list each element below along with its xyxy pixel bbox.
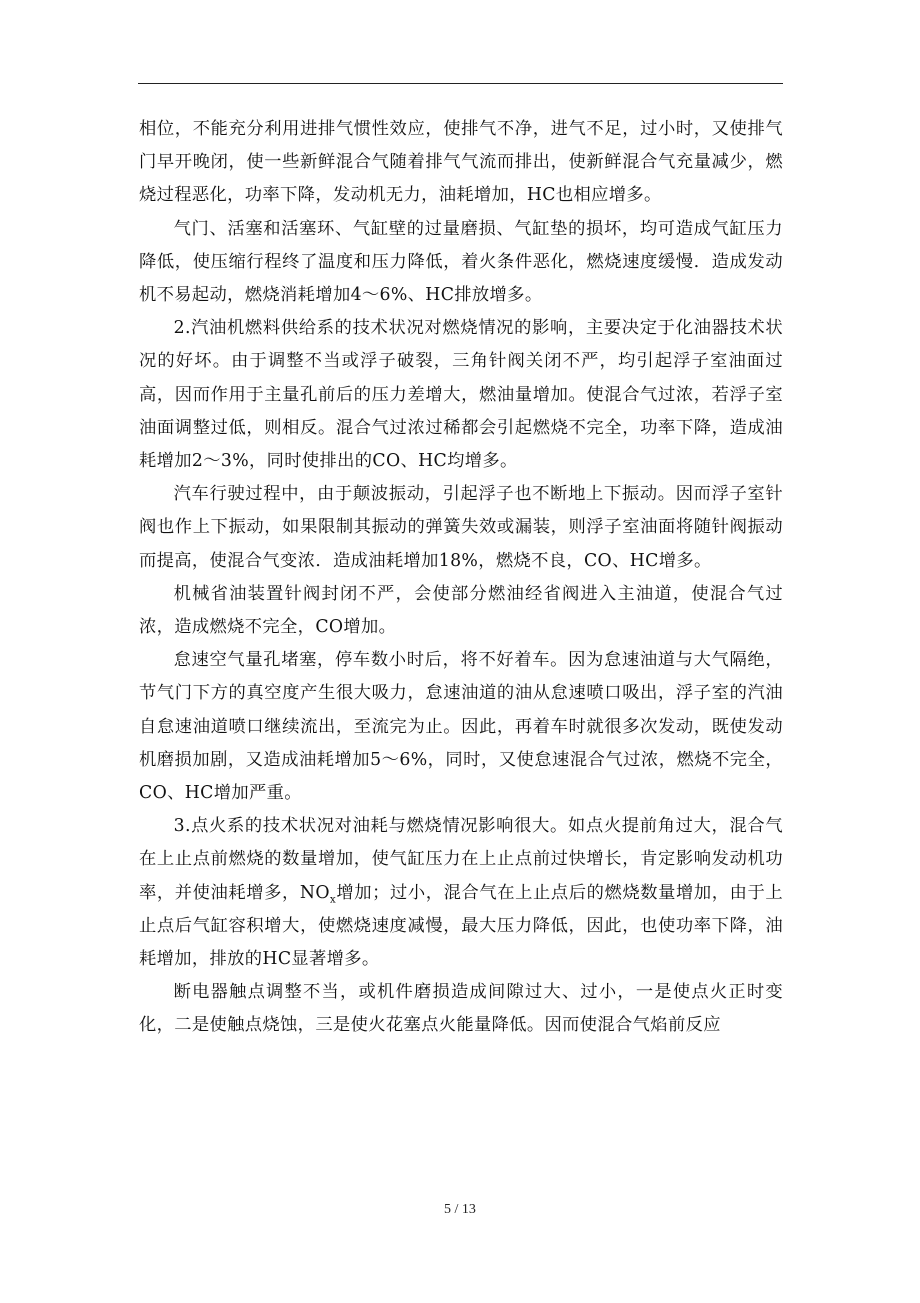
nox-subscript: x: [329, 893, 337, 906]
paragraph-7: [139, 810, 783, 976]
paragraph-1: 相位，不能充分利用进排气惯性效应，使排气不净，进气不足，过小时，又使排气门早开晚闭，使一些新鲜混合气随着排气气流而排出，使新鲜混合气充量减少，燃烧过程恶化，功率下降，发动机无力，油耗增加，HC也相应增多。: [139, 119, 783, 206]
paragraph-7-text-b: 增加；过小，混合气在上止点后的燃烧数量增加，由于上止点后气缸容积增大，使燃烧速度减慢，最大压力降低，因此，也使功率下降，油耗增加，排放的HC显著增多。: [139, 882, 783, 970]
paragraph-4: 汽车行驶过程中，由于颠波振动，引起浮子也不断地上下振动。因而浮子室针阀也作上下振动，如果限制其振动的弹簧失效或漏装，则浮子室油面将随针阀振动而提高，使混合气变浓．造成油耗增加18%，燃烧不良，CO、HC增多。: [139, 484, 783, 571]
document-body: [139, 113, 783, 1043]
paragraph-2: 气门、活塞和活塞环、气缸壁的过量磨损、气缸垫的损坏，均可造成气缸压力降低，使压缩行程终了温度和压力降低，着火条件恶化，燃烧速度缓慢．造成发动机不易起动，燃烧消耗增加4～6%、HC排放增多。: [139, 218, 783, 306]
header-rule: [138, 83, 783, 84]
paragraph-7-text-a: 3.点火系的技术状况对油耗与燃烧情况影响很大。如点火提前角过大，混合气在上止点前燃烧的数量增加，使气缸压力在上止点前过快增长，肯定影响发动机功率，并使油耗增多，NO: [139, 816, 783, 903]
paragraph-6: 怠速空气量孔堵塞，停车数小时后，将不好着车。因为怠速油道与大气隔绝，节气门下方的真空度产生很大吸力，怠速油道的油从怠速喷口吸出，浮子室的汽油自怠速油道喷口继续流出，至流完为止。因此，再着车时就很多次发动，既使发动机磨损加剧，又造成油耗增加5～6%，同时，又使怠速混合气过浓，燃烧不完全，CO、HC增加严重。: [139, 650, 783, 804]
paragraph-8: 断电器触点调整不当，或机件磨损造成间隙过大、过小，一是使点火正时变化，二是使触点烧蚀，三是使火花塞点火能量降低。因而使混合气焰前反应: [139, 982, 783, 1036]
paragraph-3: 2.汽油机燃料供给系的技术状况对燃烧情况的影响，主要决定于化油器技术状况的好坏。由于调整不当或浮子破裂，三角针阀关闭不严，均引起浮子室油面过高，因而作用于主量孔前后的压力差增大，燃油量增加。使混合气过浓，若浮子室油面调整过低，则相反。混合气过浓过稀都会引起燃烧不完全，功率下降，造成油耗增加2～3%，同时使排出的CO、HC均增多。: [139, 318, 783, 472]
paragraph-5: 机械省油装置针阀封闭不严，会使部分燃油经省阀进入主油道，使混合气过浓，造成燃烧不完全，CO增加。: [139, 583, 783, 638]
page-number: 5 / 13: [444, 1202, 476, 1217]
